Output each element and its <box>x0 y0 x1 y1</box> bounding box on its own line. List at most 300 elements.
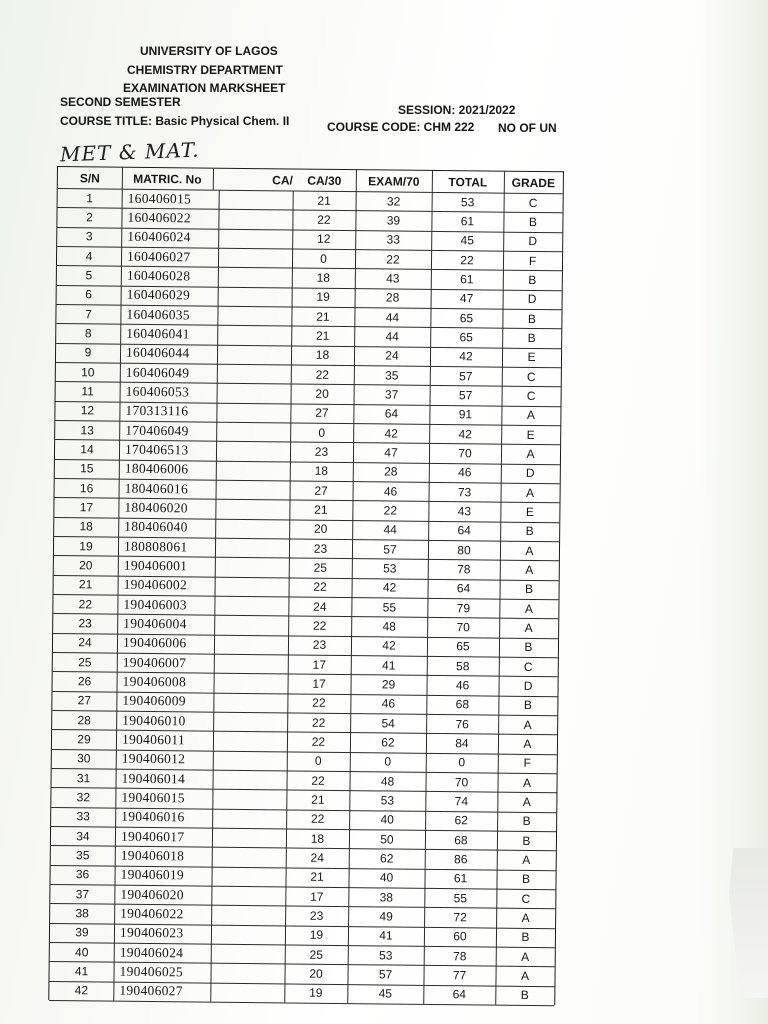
cell-sn: 8 <box>56 323 121 343</box>
cell-grade: C <box>526 369 536 384</box>
session-label: SESSION: 2021/2022 <box>398 103 516 117</box>
cell-ca30: 22 <box>286 809 350 829</box>
cell-matric: 180406006 <box>119 459 217 479</box>
cell-exam: 44 <box>354 326 431 346</box>
cell-ca30: 24 <box>286 848 350 868</box>
cell-ca <box>208 654 289 674</box>
cell-sn: 29 <box>52 729 117 749</box>
cell-sn: 27 <box>52 691 117 711</box>
cell-ca30: 19 <box>284 983 348 1003</box>
cell-exam: 42 <box>351 636 428 656</box>
cell-exam: 57 <box>352 539 429 559</box>
cell-ca <box>204 982 285 1002</box>
cell-grade: A <box>523 717 532 732</box>
cell-sn: 21 <box>54 575 119 595</box>
cell-grade: B <box>522 814 531 829</box>
cell-grade: F <box>528 253 537 268</box>
cell-matric: 190406010 <box>116 711 214 731</box>
cell-exam: 48 <box>349 771 426 791</box>
cell-matric: 160406022 <box>121 208 219 228</box>
department-name: CHEMISTRY DEPARTMENT <box>127 63 283 77</box>
cell-sn: 32 <box>51 787 116 807</box>
cell-grade: D <box>528 234 538 249</box>
cell-total: 79 <box>427 598 500 618</box>
cell-grade: A <box>526 408 535 423</box>
cell-ca <box>205 924 286 944</box>
cell-total: 62 <box>425 810 498 830</box>
cell-ca30: 0 <box>290 422 354 442</box>
cell-grade: B <box>525 582 534 597</box>
cell-exam: 22 <box>355 249 432 269</box>
cell-ca <box>212 248 293 268</box>
table-row <box>49 980 554 1006</box>
cell-ca30: 24 <box>288 596 352 616</box>
cell-matric: 160406035 <box>120 305 218 325</box>
cell-matric: 160406041 <box>120 324 218 344</box>
cell-matric: 190406024 <box>114 942 212 962</box>
course-code: COURSE CODE: CHM 222 <box>327 120 475 134</box>
cell-ca <box>207 673 288 693</box>
cell-exam: 37 <box>354 384 431 404</box>
cell-sn: 20 <box>54 555 119 575</box>
cell-matric: 190406001 <box>118 556 216 576</box>
cell-matric: 160406028 <box>121 266 219 286</box>
cell-total: 64 <box>423 984 496 1004</box>
cell-exam: 41 <box>348 926 425 946</box>
cell-total: 61 <box>424 868 497 888</box>
column-header-grade: GRADE <box>511 175 556 190</box>
cell-matric: 190406025 <box>113 962 211 982</box>
cell-ca <box>207 712 288 732</box>
cell-total: 64 <box>428 521 501 541</box>
cell-matric: 180406040 <box>118 517 216 537</box>
cell-matric: 160406049 <box>120 363 218 383</box>
cell-sn: 22 <box>53 594 118 614</box>
cell-ca <box>206 847 287 867</box>
cell-exam: 28 <box>355 288 432 308</box>
cell-total: 65 <box>430 308 503 328</box>
cell-sn: 14 <box>55 439 120 459</box>
cell-grade: A <box>526 446 535 461</box>
cell-total: 65 <box>430 327 503 347</box>
cell-total: 61 <box>431 269 504 289</box>
cell-sn: 3 <box>57 227 122 247</box>
cell-ca <box>206 769 287 789</box>
cell-grade: B <box>525 524 534 539</box>
cell-ca30: 22 <box>287 712 351 732</box>
cell-ca30: 20 <box>289 519 353 539</box>
cell-exam: 35 <box>354 365 431 385</box>
cell-exam: 48 <box>351 616 428 636</box>
cell-ca30: 18 <box>292 268 356 288</box>
cell-ca <box>212 286 293 306</box>
cell-matric: 190406007 <box>117 653 215 673</box>
cell-ca30: 22 <box>287 732 351 752</box>
cell-exam: 39 <box>355 210 432 230</box>
cell-ca30: 17 <box>287 674 351 694</box>
cell-ca <box>210 402 291 422</box>
cell-sn: 16 <box>55 478 120 498</box>
cell-sn: 38 <box>50 903 115 923</box>
cell-ca30: 22 <box>291 364 355 384</box>
cell-exam: 62 <box>349 848 426 868</box>
cell-sn: 10 <box>56 362 121 382</box>
column-header-sn: S/N <box>58 167 123 189</box>
cell-sn: 34 <box>51 826 116 846</box>
cell-total: 46 <box>426 675 499 695</box>
cell-exam: 29 <box>350 674 427 694</box>
cell-ca <box>211 383 292 403</box>
cell-exam: 32 <box>356 191 433 211</box>
cell-ca <box>213 190 294 210</box>
cell-ca <box>206 808 287 828</box>
number-of-units-label: NO OF UN <box>498 121 557 135</box>
cell-ca <box>206 827 287 847</box>
cell-exam: 38 <box>348 887 425 907</box>
cell-total: 72 <box>424 907 497 927</box>
cell-matric: 160406044 <box>120 343 218 363</box>
cell-grade: A <box>522 852 531 867</box>
cell-grade: E <box>525 504 534 519</box>
cell-sn: 19 <box>54 536 119 556</box>
cell-ca <box>211 344 292 364</box>
cell-matric: 160406029 <box>121 285 219 305</box>
cell-ca <box>207 750 288 770</box>
cell-exam: 24 <box>354 346 431 366</box>
cell-sn: 26 <box>53 671 118 691</box>
cell-total: 0 <box>426 752 499 772</box>
cell-grade: A <box>522 775 532 790</box>
cell-ca30: 18 <box>291 345 355 365</box>
column-header-total: TOTAL <box>432 171 505 193</box>
cell-exam: 53 <box>349 790 426 810</box>
cell-exam: 53 <box>352 558 429 578</box>
column-header-matric: MATRIC. No <box>122 168 214 190</box>
cell-sn: 39 <box>50 923 115 943</box>
cell-ca <box>210 460 291 480</box>
cell-matric: 190406016 <box>115 807 213 827</box>
cell-ca30: 0 <box>292 248 356 268</box>
cell-total: 68 <box>426 694 499 714</box>
cell-matric: 190406015 <box>115 788 213 808</box>
cell-ca30: 0 <box>287 751 351 771</box>
cell-ca30: 27 <box>290 480 354 500</box>
cell-matric: 170313116 <box>119 401 217 421</box>
cell-grade: F <box>523 756 532 771</box>
cell-matric: 190406027 <box>113 981 211 1001</box>
cell-grade: D <box>523 678 533 693</box>
cell-exam: 57 <box>347 964 424 984</box>
cell-ca <box>210 422 291 442</box>
cell-ca30: 21 <box>285 867 349 887</box>
cell-sn: 33 <box>51 807 116 827</box>
cell-sn: 11 <box>56 381 121 401</box>
cell-grade: B <box>528 214 538 230</box>
cell-matric: 190406014 <box>115 769 213 789</box>
cell-total: 73 <box>429 482 502 502</box>
cell-ca <box>211 306 292 326</box>
cell-ca <box>210 480 291 500</box>
cell-grade: B <box>524 640 533 655</box>
cell-ca30: 27 <box>290 403 354 423</box>
cell-matric: 170406513 <box>119 440 217 460</box>
cell-sn: 30 <box>52 749 117 769</box>
cell-total: 80 <box>428 540 501 560</box>
cell-matric: 190406004 <box>117 614 215 634</box>
cell-exam: 44 <box>352 520 429 540</box>
column-header-ca: CA/ <box>272 172 293 187</box>
cell-exam: 64 <box>353 404 430 424</box>
cell-matric: 190406003 <box>117 595 215 615</box>
cell-ca30: 17 <box>285 886 349 906</box>
cell-total: 65 <box>427 636 500 656</box>
cell-ca30: 19 <box>285 925 349 945</box>
cell-grade: B <box>527 311 537 326</box>
cell-total: 77 <box>423 965 496 985</box>
cell-sn: 36 <box>50 865 115 885</box>
marks-table <box>48 166 564 1005</box>
cell-matric: 190406019 <box>114 865 212 885</box>
cell-grade: A <box>524 620 533 635</box>
cell-grade: D <box>527 292 537 307</box>
cell-ca30: 23 <box>290 442 354 462</box>
cell-exam: 54 <box>350 713 427 733</box>
cell-matric: 160406024 <box>121 227 219 247</box>
cell-sn: 18 <box>54 517 119 537</box>
course-title: COURSE TITLE: Basic Physical Chem. II <box>60 114 290 128</box>
cell-ca <box>209 557 290 577</box>
cell-exam: 62 <box>350 732 427 752</box>
cell-grade: A <box>523 736 532 751</box>
cell-ca30: 23 <box>285 906 349 926</box>
cell-sn: 28 <box>52 710 117 730</box>
cell-sn: 9 <box>56 343 121 363</box>
semester-label: SECOND SEMESTER <box>60 95 181 109</box>
column-header-exam: EXAM/70 <box>356 170 433 192</box>
cell-grade: B <box>528 272 537 287</box>
cell-sn: 15 <box>55 459 120 479</box>
cell-grade: C <box>523 659 533 674</box>
cell-matric: 190406022 <box>114 904 212 924</box>
cell-ca <box>212 267 293 287</box>
cell-total: 60 <box>424 926 497 946</box>
cell-sn: 7 <box>56 304 121 324</box>
cell-grade: C <box>526 388 536 403</box>
cell-sn: 40 <box>50 942 115 962</box>
cell-exam: 0 <box>350 752 427 772</box>
cell-ca <box>207 731 288 751</box>
cell-matric: 190406018 <box>115 846 213 866</box>
cell-ca <box>210 441 291 461</box>
cell-ca <box>204 963 285 983</box>
cell-ca <box>209 499 290 519</box>
cell-ca30: 18 <box>290 461 354 481</box>
cell-grade: B <box>521 872 531 887</box>
cell-total: 86 <box>425 849 498 869</box>
cell-grade: A <box>525 562 534 577</box>
cell-total: 22 <box>431 250 504 270</box>
cell-ca30: 20 <box>291 384 355 404</box>
cell-matric: 190406012 <box>116 749 214 769</box>
cell-sn: 5 <box>57 265 122 285</box>
cell-ca <box>205 885 286 905</box>
cell-total: 42 <box>430 347 503 367</box>
cell-exam: 40 <box>348 868 425 888</box>
cell-total: 74 <box>425 791 498 811</box>
cell-exam: 41 <box>351 655 428 675</box>
cell-exam: 28 <box>353 462 430 482</box>
cell-ca30: 21 <box>291 326 355 346</box>
cell-ca30: 20 <box>284 964 348 984</box>
cell-ca <box>205 943 286 963</box>
cell-ca30: 22 <box>288 616 352 636</box>
cell-exam: 55 <box>351 597 428 617</box>
cell-matric: 190406008 <box>117 672 215 692</box>
cell-exam: 50 <box>349 829 426 849</box>
cell-total: 64 <box>427 578 500 598</box>
cell-matric: 190406011 <box>116 730 214 750</box>
cell-exam: 43 <box>355 268 432 288</box>
cell-total: 78 <box>424 946 497 966</box>
cell-exam: 46 <box>350 694 427 714</box>
cell-exam: 46 <box>353 481 430 501</box>
handwritten-note: MET & MAT. <box>59 137 200 167</box>
cell-grade: D <box>525 466 535 481</box>
cell-exam: 42 <box>352 578 429 598</box>
cell-grade: A <box>521 949 530 964</box>
cell-ca30: 25 <box>289 558 353 578</box>
cell-ca30: 21 <box>286 790 350 810</box>
cell-matric: 190406009 <box>116 691 214 711</box>
cell-sn: 31 <box>51 768 116 788</box>
cell-sn: 25 <box>53 652 118 672</box>
cell-grade: B <box>520 988 529 1003</box>
cell-sn: 23 <box>53 613 118 633</box>
cell-ca <box>207 692 288 712</box>
cell-ca30: 17 <box>288 654 352 674</box>
cell-matric: 180808061 <box>118 537 216 557</box>
cell-matric: 190406020 <box>114 885 212 905</box>
cell-total: 68 <box>425 830 498 850</box>
cell-total: 58 <box>427 656 500 676</box>
cell-total: 70 <box>429 443 502 463</box>
cell-total: 61 <box>431 211 504 231</box>
cell-ca30: 22 <box>292 210 356 230</box>
cell-matric: 190406023 <box>114 923 212 943</box>
cell-total: 47 <box>431 289 504 309</box>
cell-sn: 12 <box>55 401 120 421</box>
cell-grade: A <box>522 794 531 809</box>
cell-ca <box>206 789 287 809</box>
cell-total: 70 <box>427 617 500 637</box>
cell-total: 46 <box>429 463 502 483</box>
cell-total: 76 <box>426 714 499 734</box>
cell-sn: 13 <box>55 420 120 440</box>
cell-total: 42 <box>429 424 502 444</box>
cell-sn: 42 <box>49 980 114 1000</box>
cell-matric: 160406015 <box>122 189 220 209</box>
cell-ca <box>209 518 290 538</box>
cell-exam: 45 <box>347 984 424 1004</box>
cell-ca <box>209 576 290 596</box>
cell-ca <box>212 209 293 229</box>
cell-grade: A <box>520 968 530 983</box>
cell-sn: 24 <box>53 633 118 653</box>
cell-ca30: 18 <box>286 828 350 848</box>
cell-ca <box>208 615 289 635</box>
cell-ca <box>205 905 286 925</box>
cell-matric: 190406002 <box>118 575 216 595</box>
cell-exam: 44 <box>354 307 431 327</box>
cell-total: 57 <box>430 385 503 405</box>
cell-sn: 4 <box>57 246 122 266</box>
column-header-ca30: CA/30 <box>293 169 357 191</box>
cell-ca30: 23 <box>288 635 352 655</box>
cell-total: 70 <box>425 772 498 792</box>
cell-exam: 53 <box>348 945 425 965</box>
cell-total: 91 <box>429 405 502 425</box>
cell-matric: 180406020 <box>118 498 216 518</box>
cell-total: 43 <box>428 501 501 521</box>
cell-ca <box>208 634 289 654</box>
cell-ca30: 21 <box>293 190 357 210</box>
document-type: EXAMINATION MARKSHEET <box>123 81 286 95</box>
cell-matric: 160406053 <box>120 382 218 402</box>
university-name: UNIVERSITY OF LAGOS <box>140 44 278 58</box>
cell-grade: B <box>527 330 536 345</box>
cell-sn: 2 <box>57 207 122 227</box>
cell-total: 84 <box>426 733 499 753</box>
cell-ca30: 21 <box>291 306 355 326</box>
cell-exam: 22 <box>352 500 429 520</box>
cell-ca <box>211 364 292 384</box>
cell-total: 78 <box>428 559 501 579</box>
cell-ca <box>208 596 289 616</box>
cell-grade: B <box>522 833 531 848</box>
cell-exam: 40 <box>349 810 426 830</box>
cell-ca <box>205 866 286 886</box>
cell-sn: 17 <box>54 497 119 517</box>
cell-matric: 180406016 <box>119 479 217 499</box>
cell-total: 45 <box>431 231 504 251</box>
cell-matric: 170406049 <box>119 421 217 441</box>
cell-sn: 41 <box>49 961 114 981</box>
cell-sn: 6 <box>57 285 122 305</box>
cell-ca <box>209 538 290 558</box>
cell-ca30: 12 <box>292 229 356 249</box>
cell-sn: 37 <box>50 884 115 904</box>
cell-ca30: 22 <box>289 577 353 597</box>
cell-matric: 190406006 <box>117 633 215 653</box>
cell-grade: C <box>521 891 531 906</box>
cell-total: 57 <box>430 366 503 386</box>
cell-grade: A <box>521 910 530 925</box>
cell-ca30: 22 <box>287 693 351 713</box>
cell-exam: 42 <box>353 423 430 443</box>
cell-total: 53 <box>432 192 505 212</box>
cell-ca30: 23 <box>289 538 353 558</box>
cell-grade: A <box>526 485 535 500</box>
cell-ca <box>211 325 292 345</box>
cell-grade: C <box>528 195 538 210</box>
cell-grade: B <box>521 930 530 945</box>
cell-ca30: 25 <box>285 944 349 964</box>
cell-exam: 49 <box>348 906 425 926</box>
cell-exam: 33 <box>355 230 432 250</box>
cell-ca30: 19 <box>292 287 356 307</box>
cell-grade: A <box>525 543 534 558</box>
cell-sn: 1 <box>58 188 123 208</box>
